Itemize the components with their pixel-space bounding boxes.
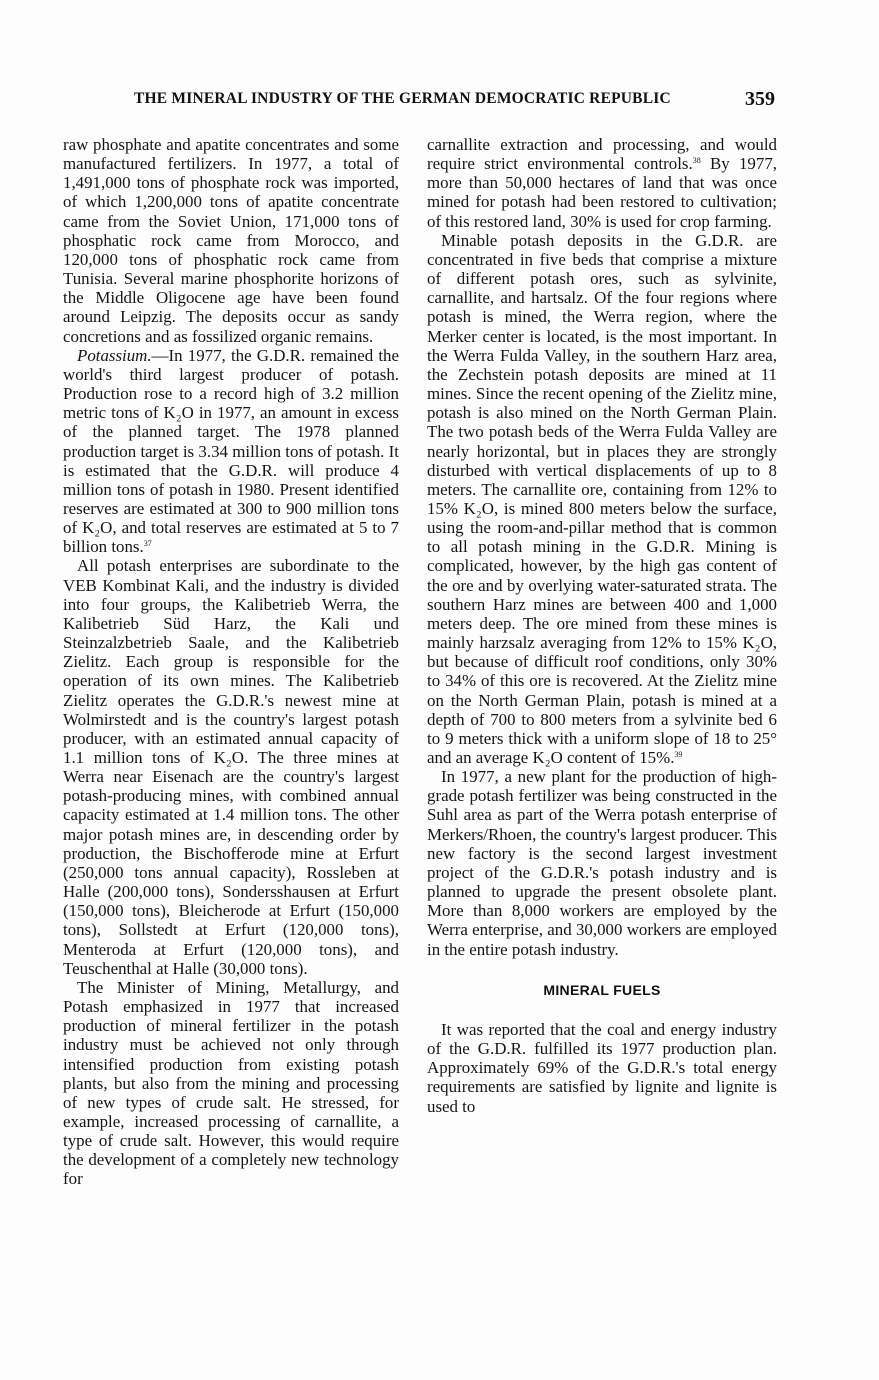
carnallite-text-a: carnallite extraction and processing, and would require strict environmental controls.	[427, 135, 777, 174]
paragraph-phosphate-continued: raw phosphate and apatite concentrates and some manufactured fertilizers. In 1977, a total of 1,491,000 tons of phosphate rock was imported, of which 1,200,000 tons of apatite concentrate came from the Soviet Union, 171,000 tons of phosphatic rock came from Morocco, and 120,000 tons of phosphatic rock came from Tunisia. Several marine phosphorite horizons of the Middle Oligocene age have been found around Leipzig. The deposits occur as sandy concretions and as fossilized organic remains.	[63, 135, 399, 346]
left-column	[63, 135, 399, 1189]
minable-deposits-text: Minable potash deposits in the G.D.R. are concentrated in five beds that comprise a mixture of different potash ores, such as sylvinite, carnallite, and hartsalz. Of the four regions where potash is mined, the Werra region, where the Merker center is located, is the most important. In the Werra Fulda Valley, in the southern Harz area, the Zechstein potash deposits are mined at 11 mines. Since the recent opening of the Zielitz mine, potash is also mined on the North German Plain. The two potash beds of the Werra Fulda Valley are nearly horizontal, but in places they are strongly disturbed with vertical displacements of up to 8 meters. The carnallite ore, containing from 12% to 15% K₂O, is mined 800 meters below the surface, using the room-and-pillar method that is common to all potash mining in the G.D.R. Mining is complicated, however, by the high gas content of the ore and by overlying water-saturated strata. The southern Harz mines are between 400 and 1,000 meters deep. The ore mined from these mines is mainly harzsalz averaging from 12% to 15% K₂O, but because of difficult roof conditions, only 30% to 34% of this ore is recovered. At the Zielitz mine on the North German Plain, potash is mined at a depth of 700 to 800 meters from a sylvinite bed 6 to 9 meters thick with a uniform slope of 18 to 25° and an average K₂O content of 15%.	[427, 230, 777, 767]
footnote-ref-37: 37	[143, 539, 152, 549]
paragraph-minable-deposits	[427, 231, 777, 767]
potassium-text: —In 1977, the G.D.R. remained the world's third largest producer of potash. Production rose to a record high of 3.2 million metric tons of K₂O in 1977, an amount in excess of the planned target. The 1978 planned production target is 3.34 million tons of potash. It is estimated that the G.D.R. will produce 4 million tons of potash in 1980. Present identified reserves are estimated at 300 to 900 million tons of K₂O, and total reserves are estimated at 5 to 7 billion tons.	[63, 345, 399, 557]
footnote-ref-38: 38	[692, 156, 701, 166]
page-number: 359	[745, 88, 775, 110]
footnote-ref-39: 39	[674, 750, 683, 759]
right-column	[427, 135, 777, 1116]
paragraph-new-plant: In 1977, a new plant for the production of high-grade potash fertilizer was being constructed in the Suhl area as part of the Werra potash enterprise of Merkers/Rhoen, the country's largest producer. This new factory is the second largest investment project of the G.D.R.'s potash industry and is planned to upgrade the present obsolete plant. More than 8,000 workers are employed by the Werra enterprise, and 30,000 workers are employed in the entire potash industry.	[427, 767, 778, 959]
paragraph-carnallite-continued	[427, 135, 777, 231]
paragraph-potash-enterprises: All potash enterprises are subordinate to the VEB Kombinat Kali, and the industry is divided into four groups, the Kalibetrieb Werra, the Kalibetrieb Süd Harz, the Kali und Steinzalzbetrieb Saale, and the Kalibetrieb Zielitz. Each group is responsible for the operation of its own mines. The Kalibetrieb Zielitz operates the G.D.R.'s newest mine at Wolmirstedt and is the country's largest potash producer, with an estimated annual capacity of 1.1 million tons of K₂O. The three mines at Werra near Eisenach are the country's largest potash-producing mines, with combined annual capacity estimated at 1.4 million tons. The other major potash mines are, in descending order by production, the Bischofferode mine at Erfurt (250,000 tons annual capacity), Rossleben at Halle (200,000 tons), Sondersshausen at Erfurt (150,000 tons), Bleicherode at Erfurt (150,000 tons), Sollstedt at Erfurt (120,000 tons), Menteroda at Erfurt (120,000 tons), and Teuschenthal at Halle (30,000 tons).	[63, 556, 399, 978]
paragraph-coal-energy: It was reported that the coal and energy industry of the G.D.R. fulfilled its 1977 production plan. Approximately 69% of the G.D.R.'s total energy requirements are satisfied by lignite and lignite is used to	[427, 1019, 777, 1116]
carnallite-text-b: By 1977, more than 50,000 hectares of land that was once mined for potash had been restored to cultivation; of this restored land, 30% is used for crop farming.	[427, 154, 777, 231]
paragraph-potassium	[63, 346, 399, 557]
paragraph-minister-of-mining: The Minister of Mining, Metallurgy, and Potash emphasized in 1977 that increased production of mineral fertilizer in the potash industry must be achieved not only through intensified production from existing potash plants, but also from the mining and processing of new types of crude salt. He stressed, for example, increased processing of carnallite, a type of crude salt. However, this would require the development of a completely new technology for	[63, 977, 399, 1189]
running-title: THE MINERAL INDUSTRY OF THE GERMAN DEMOCRATIC REPUBLIC	[134, 90, 671, 107]
section-heading-mineral-fuels: MINERAL FUELS	[543, 981, 661, 998]
potassium-run-in-heading: Potassium.	[77, 345, 152, 365]
